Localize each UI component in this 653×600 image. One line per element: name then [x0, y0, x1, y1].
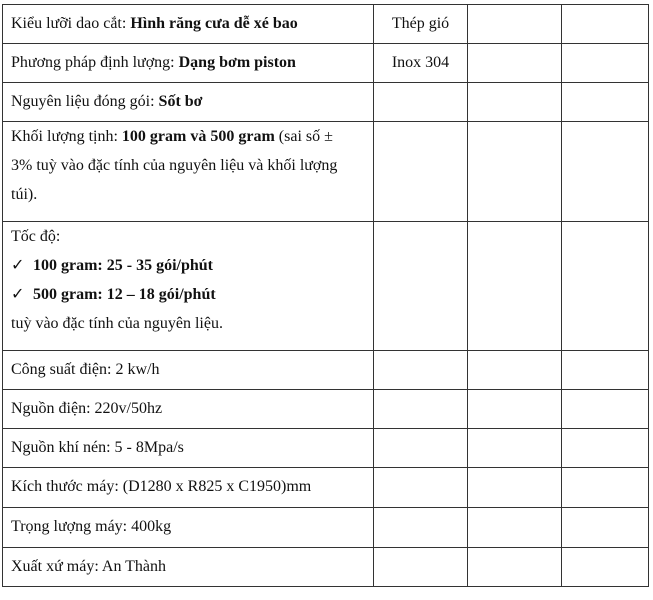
spec-label: Nguồn khí nén: 5 - 8Mpa/s	[11, 439, 184, 456]
spec-note: 3% tuỳ vào đặc tính của nguyên liệu và khối lượng	[11, 157, 338, 174]
empty-cell	[468, 390, 562, 429]
speed-value: 500 gram: 12 – 18 gói/phút	[33, 286, 216, 303]
spec-label: Khối lượng tịnh:	[11, 128, 122, 145]
material-cell	[374, 44, 468, 83]
table-row	[3, 222, 649, 351]
empty-cell	[468, 351, 562, 390]
table-row	[3, 122, 649, 222]
table-row	[3, 351, 649, 390]
spec-value: 100 gram và 500 gram	[121, 128, 275, 145]
empty-cell	[374, 508, 468, 548]
empty-cell	[374, 222, 468, 351]
table-row	[3, 508, 649, 548]
table-row	[3, 390, 649, 429]
empty-cell	[562, 390, 649, 429]
empty-cell	[562, 508, 649, 548]
empty-cell	[468, 44, 562, 83]
spec-label: Phương pháp định lượng:	[11, 54, 179, 71]
spec-value: Dạng bơm piston	[178, 54, 296, 71]
check-mark-icon: ✓	[11, 286, 25, 303]
spec-label: Nguồn điện: 220v/50hz	[11, 400, 163, 417]
empty-cell	[468, 508, 562, 548]
table-row	[3, 429, 649, 468]
spec-cell-dimensions	[3, 468, 374, 508]
material-value: Inox 304	[391, 54, 450, 71]
empty-cell	[562, 44, 649, 83]
check-mark-icon: ✓	[11, 257, 25, 274]
spec-cell-weight-machine	[3, 508, 374, 548]
spec-cell-blade	[3, 5, 374, 44]
spec-label: Tốc độ:	[11, 228, 61, 245]
empty-cell	[468, 122, 562, 222]
spec-note: (sai số ±	[274, 128, 333, 145]
spec-table	[2, 4, 649, 587]
spec-cell-power	[3, 351, 374, 390]
spec-value: Hình răng cưa dễ xé bao	[130, 15, 298, 32]
spec-cell-dosing	[3, 44, 374, 83]
spec-label: Trọng lượng máy: 400kg	[11, 518, 172, 535]
spec-cell-speed	[3, 222, 374, 351]
spec-value: Sốt bơ	[158, 93, 203, 110]
spec-cell-air	[3, 429, 374, 468]
empty-cell	[562, 351, 649, 390]
table-row	[3, 468, 649, 508]
spec-label: Nguyên liệu đóng gói:	[11, 93, 159, 110]
spec-label: Công suất điện: 2 kw/h	[11, 361, 160, 378]
empty-cell	[562, 468, 649, 508]
empty-cell	[468, 222, 562, 351]
spec-cell-origin	[3, 548, 374, 587]
table-row	[3, 83, 649, 122]
empty-cell	[374, 122, 468, 222]
spec-label: Kiểu lưỡi dao cắt:	[11, 15, 131, 32]
table-row	[3, 548, 649, 587]
empty-cell	[562, 429, 649, 468]
empty-cell	[468, 429, 562, 468]
empty-cell	[562, 83, 649, 122]
empty-cell	[562, 548, 649, 587]
empty-cell	[374, 548, 468, 587]
spec-label: Kích thước máy: (D1280 x R825 x C1950)mm	[11, 478, 312, 495]
spec-cell-material	[3, 83, 374, 122]
spec-cell-weight	[3, 122, 374, 222]
empty-cell	[374, 468, 468, 508]
empty-cell	[468, 83, 562, 122]
spec-label: Xuất xứ máy: An Thành	[11, 558, 167, 575]
spec-note: tuỳ vào đặc tính của nguyên liệu.	[11, 315, 223, 332]
material-cell	[374, 5, 468, 44]
table-row	[3, 5, 649, 44]
empty-cell	[468, 548, 562, 587]
empty-cell	[374, 351, 468, 390]
empty-cell	[562, 222, 649, 351]
empty-cell	[374, 390, 468, 429]
empty-cell	[374, 429, 468, 468]
spec-cell-supply	[3, 390, 374, 429]
table-row	[3, 44, 649, 83]
empty-cell	[562, 5, 649, 44]
empty-cell	[562, 122, 649, 222]
empty-cell	[468, 5, 562, 44]
empty-cell	[374, 83, 468, 122]
empty-cell	[468, 468, 562, 508]
speed-value: 100 gram: 25 - 35 gói/phút	[33, 257, 213, 274]
material-value: Thép gió	[391, 15, 450, 32]
spec-note: túi).	[11, 186, 38, 203]
